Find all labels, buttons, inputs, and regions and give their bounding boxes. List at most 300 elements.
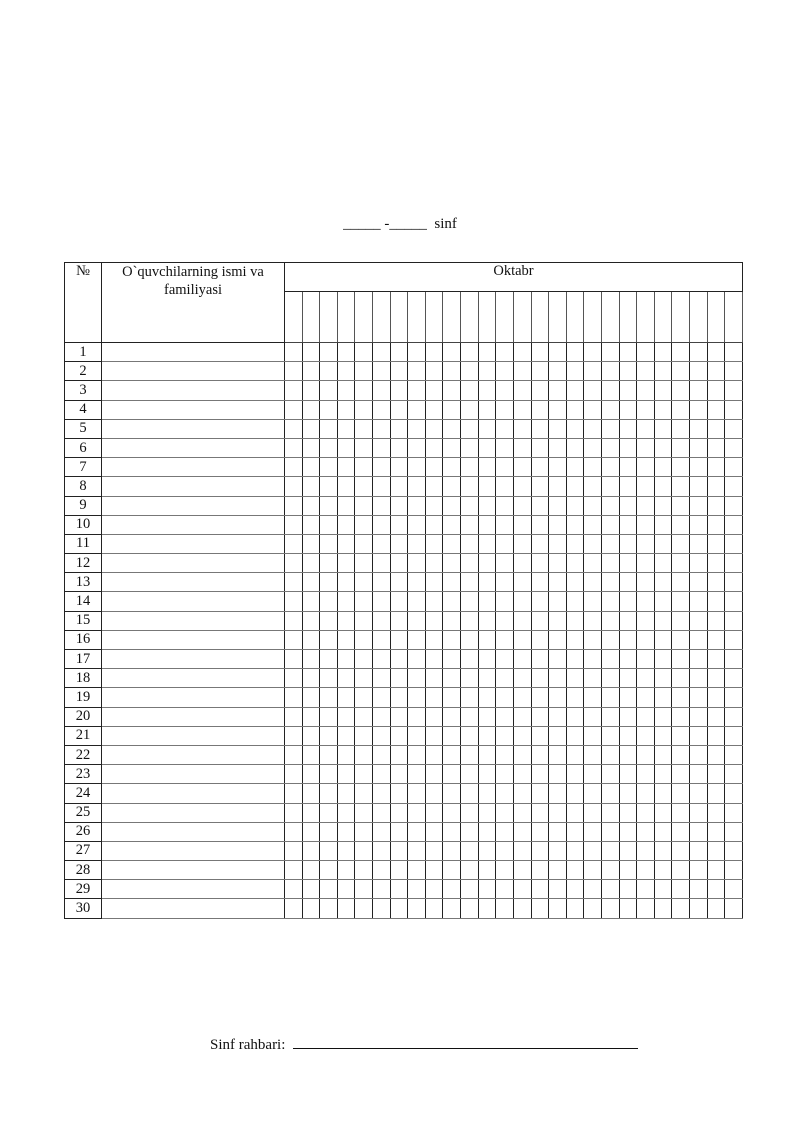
attendance-cell[interactable] xyxy=(285,650,303,669)
attendance-cell[interactable] xyxy=(285,592,303,611)
attendance-cell[interactable] xyxy=(320,573,338,592)
attendance-cell[interactable] xyxy=(285,688,303,707)
attendance-cell[interactable] xyxy=(390,477,408,496)
attendance-cell[interactable] xyxy=(320,554,338,573)
attendance-cell[interactable] xyxy=(355,534,373,553)
attendance-cell[interactable] xyxy=(355,554,373,573)
attendance-cell[interactable] xyxy=(373,381,391,400)
attendance-cell[interactable] xyxy=(373,841,391,860)
attendance-cell[interactable] xyxy=(566,438,584,457)
attendance-cell[interactable] xyxy=(725,707,743,726)
attendance-cell[interactable] xyxy=(513,592,531,611)
attendance-cell[interactable] xyxy=(461,726,479,745)
attendance-cell[interactable] xyxy=(320,822,338,841)
attendance-cell[interactable] xyxy=(355,381,373,400)
attendance-cell[interactable] xyxy=(390,362,408,381)
attendance-cell[interactable] xyxy=(320,630,338,649)
attendance-cell[interactable] xyxy=(725,861,743,880)
attendance-cell[interactable] xyxy=(619,803,637,822)
attendance-cell[interactable] xyxy=(496,534,514,553)
attendance-cell[interactable] xyxy=(637,669,655,688)
attendance-cell[interactable] xyxy=(355,362,373,381)
attendance-cell[interactable] xyxy=(601,611,619,630)
attendance-cell[interactable] xyxy=(320,669,338,688)
attendance-cell[interactable] xyxy=(566,822,584,841)
attendance-cell[interactable] xyxy=(566,592,584,611)
attendance-cell[interactable] xyxy=(496,880,514,899)
attendance-cell[interactable] xyxy=(478,592,496,611)
attendance-cell[interactable] xyxy=(373,419,391,438)
attendance-cell[interactable] xyxy=(355,822,373,841)
attendance-cell[interactable] xyxy=(707,534,725,553)
attendance-cell[interactable] xyxy=(566,458,584,477)
attendance-cell[interactable] xyxy=(672,765,690,784)
attendance-cell[interactable] xyxy=(637,784,655,803)
attendance-cell[interactable] xyxy=(302,822,320,841)
attendance-cell[interactable] xyxy=(513,726,531,745)
attendance-cell[interactable] xyxy=(390,554,408,573)
attendance-cell[interactable] xyxy=(690,765,708,784)
attendance-cell[interactable] xyxy=(337,573,355,592)
attendance-cell[interactable] xyxy=(285,554,303,573)
attendance-cell[interactable] xyxy=(496,650,514,669)
attendance-cell[interactable] xyxy=(337,841,355,860)
attendance-cell[interactable] xyxy=(619,650,637,669)
attendance-cell[interactable] xyxy=(513,477,531,496)
attendance-cell[interactable] xyxy=(654,515,672,534)
attendance-cell[interactable] xyxy=(478,630,496,649)
attendance-cell[interactable] xyxy=(425,630,443,649)
attendance-cell[interactable] xyxy=(461,343,479,362)
attendance-cell[interactable] xyxy=(461,515,479,534)
attendance-cell[interactable] xyxy=(549,726,567,745)
student-name-cell[interactable] xyxy=(102,784,285,803)
attendance-cell[interactable] xyxy=(531,784,549,803)
attendance-cell[interactable] xyxy=(707,899,725,918)
attendance-cell[interactable] xyxy=(601,669,619,688)
attendance-cell[interactable] xyxy=(637,765,655,784)
attendance-cell[interactable] xyxy=(601,534,619,553)
attendance-cell[interactable] xyxy=(654,343,672,362)
attendance-cell[interactable] xyxy=(285,573,303,592)
attendance-cell[interactable] xyxy=(373,784,391,803)
attendance-cell[interactable] xyxy=(707,400,725,419)
attendance-cell[interactable] xyxy=(408,745,426,764)
attendance-cell[interactable] xyxy=(320,899,338,918)
attendance-cell[interactable] xyxy=(337,343,355,362)
attendance-cell[interactable] xyxy=(619,362,637,381)
attendance-cell[interactable] xyxy=(425,784,443,803)
attendance-cell[interactable] xyxy=(408,650,426,669)
attendance-cell[interactable] xyxy=(320,458,338,477)
attendance-cell[interactable] xyxy=(443,765,461,784)
attendance-cell[interactable] xyxy=(654,765,672,784)
attendance-cell[interactable] xyxy=(390,765,408,784)
attendance-cell[interactable] xyxy=(690,841,708,860)
attendance-cell[interactable] xyxy=(725,630,743,649)
attendance-cell[interactable] xyxy=(461,419,479,438)
attendance-cell[interactable] xyxy=(496,362,514,381)
attendance-cell[interactable] xyxy=(531,515,549,534)
attendance-cell[interactable] xyxy=(408,477,426,496)
attendance-cell[interactable] xyxy=(320,515,338,534)
attendance-cell[interactable] xyxy=(302,381,320,400)
attendance-cell[interactable] xyxy=(672,822,690,841)
attendance-cell[interactable] xyxy=(672,841,690,860)
attendance-cell[interactable] xyxy=(637,899,655,918)
attendance-cell[interactable] xyxy=(619,669,637,688)
attendance-cell[interactable] xyxy=(478,669,496,688)
attendance-cell[interactable] xyxy=(690,899,708,918)
attendance-cell[interactable] xyxy=(584,458,602,477)
student-name-cell[interactable] xyxy=(102,554,285,573)
attendance-cell[interactable] xyxy=(637,400,655,419)
attendance-cell[interactable] xyxy=(337,496,355,515)
attendance-cell[interactable] xyxy=(690,573,708,592)
attendance-cell[interactable] xyxy=(654,784,672,803)
attendance-cell[interactable] xyxy=(390,438,408,457)
attendance-cell[interactable] xyxy=(373,899,391,918)
attendance-cell[interactable] xyxy=(443,362,461,381)
attendance-cell[interactable] xyxy=(690,726,708,745)
attendance-cell[interactable] xyxy=(654,534,672,553)
attendance-cell[interactable] xyxy=(478,650,496,669)
attendance-cell[interactable] xyxy=(637,592,655,611)
attendance-cell[interactable] xyxy=(355,841,373,860)
attendance-cell[interactable] xyxy=(337,611,355,630)
attendance-cell[interactable] xyxy=(425,650,443,669)
attendance-cell[interactable] xyxy=(707,592,725,611)
attendance-cell[interactable] xyxy=(654,554,672,573)
attendance-cell[interactable] xyxy=(619,745,637,764)
attendance-cell[interactable] xyxy=(566,650,584,669)
attendance-cell[interactable] xyxy=(390,669,408,688)
attendance-cell[interactable] xyxy=(478,611,496,630)
attendance-cell[interactable] xyxy=(355,726,373,745)
attendance-cell[interactable] xyxy=(337,515,355,534)
attendance-cell[interactable] xyxy=(285,400,303,419)
attendance-cell[interactable] xyxy=(584,669,602,688)
student-name-cell[interactable] xyxy=(102,419,285,438)
attendance-cell[interactable] xyxy=(601,765,619,784)
attendance-cell[interactable] xyxy=(425,803,443,822)
attendance-cell[interactable] xyxy=(461,650,479,669)
attendance-cell[interactable] xyxy=(619,726,637,745)
attendance-cell[interactable] xyxy=(566,496,584,515)
student-name-cell[interactable] xyxy=(102,438,285,457)
student-name-cell[interactable] xyxy=(102,841,285,860)
attendance-cell[interactable] xyxy=(320,745,338,764)
attendance-cell[interactable] xyxy=(285,765,303,784)
attendance-cell[interactable] xyxy=(320,343,338,362)
attendance-cell[interactable] xyxy=(443,630,461,649)
attendance-cell[interactable] xyxy=(408,362,426,381)
attendance-cell[interactable] xyxy=(373,650,391,669)
attendance-cell[interactable] xyxy=(584,419,602,438)
attendance-cell[interactable] xyxy=(461,861,479,880)
attendance-cell[interactable] xyxy=(320,419,338,438)
attendance-cell[interactable] xyxy=(672,861,690,880)
attendance-cell[interactable] xyxy=(531,362,549,381)
attendance-cell[interactable] xyxy=(355,745,373,764)
attendance-cell[interactable] xyxy=(584,477,602,496)
attendance-cell[interactable] xyxy=(461,784,479,803)
attendance-cell[interactable] xyxy=(390,880,408,899)
attendance-cell[interactable] xyxy=(302,841,320,860)
attendance-cell[interactable] xyxy=(496,707,514,726)
attendance-cell[interactable] xyxy=(496,419,514,438)
attendance-cell[interactable] xyxy=(337,765,355,784)
attendance-cell[interactable] xyxy=(725,381,743,400)
attendance-cell[interactable] xyxy=(619,534,637,553)
attendance-cell[interactable] xyxy=(531,688,549,707)
attendance-cell[interactable] xyxy=(285,861,303,880)
attendance-cell[interactable] xyxy=(531,477,549,496)
attendance-cell[interactable] xyxy=(584,362,602,381)
attendance-cell[interactable] xyxy=(285,438,303,457)
attendance-cell[interactable] xyxy=(478,458,496,477)
attendance-cell[interactable] xyxy=(725,650,743,669)
attendance-cell[interactable] xyxy=(408,419,426,438)
attendance-cell[interactable] xyxy=(513,688,531,707)
attendance-cell[interactable] xyxy=(707,880,725,899)
attendance-cell[interactable] xyxy=(408,573,426,592)
attendance-cell[interactable] xyxy=(672,362,690,381)
attendance-cell[interactable] xyxy=(566,573,584,592)
attendance-cell[interactable] xyxy=(690,554,708,573)
attendance-cell[interactable] xyxy=(672,899,690,918)
attendance-cell[interactable] xyxy=(478,803,496,822)
attendance-cell[interactable] xyxy=(637,343,655,362)
attendance-cell[interactable] xyxy=(654,592,672,611)
attendance-cell[interactable] xyxy=(549,880,567,899)
attendance-cell[interactable] xyxy=(531,534,549,553)
attendance-cell[interactable] xyxy=(320,400,338,419)
attendance-cell[interactable] xyxy=(513,861,531,880)
attendance-cell[interactable] xyxy=(496,515,514,534)
attendance-cell[interactable] xyxy=(725,880,743,899)
attendance-cell[interactable] xyxy=(408,861,426,880)
attendance-cell[interactable] xyxy=(601,880,619,899)
attendance-cell[interactable] xyxy=(461,841,479,860)
attendance-cell[interactable] xyxy=(461,880,479,899)
attendance-cell[interactable] xyxy=(285,822,303,841)
attendance-cell[interactable] xyxy=(478,726,496,745)
student-name-cell[interactable] xyxy=(102,381,285,400)
attendance-cell[interactable] xyxy=(373,400,391,419)
attendance-cell[interactable] xyxy=(461,630,479,649)
attendance-cell[interactable] xyxy=(637,841,655,860)
attendance-cell[interactable] xyxy=(355,477,373,496)
attendance-cell[interactable] xyxy=(302,880,320,899)
attendance-cell[interactable] xyxy=(443,400,461,419)
attendance-cell[interactable] xyxy=(549,573,567,592)
attendance-cell[interactable] xyxy=(408,343,426,362)
attendance-cell[interactable] xyxy=(654,688,672,707)
attendance-cell[interactable] xyxy=(443,515,461,534)
attendance-cell[interactable] xyxy=(513,438,531,457)
attendance-cell[interactable] xyxy=(531,573,549,592)
attendance-cell[interactable] xyxy=(513,899,531,918)
attendance-cell[interactable] xyxy=(425,534,443,553)
attendance-cell[interactable] xyxy=(672,745,690,764)
attendance-cell[interactable] xyxy=(425,669,443,688)
attendance-cell[interactable] xyxy=(285,726,303,745)
attendance-cell[interactable] xyxy=(302,362,320,381)
attendance-cell[interactable] xyxy=(408,822,426,841)
attendance-cell[interactable] xyxy=(302,707,320,726)
attendance-cell[interactable] xyxy=(690,438,708,457)
attendance-cell[interactable] xyxy=(654,458,672,477)
attendance-cell[interactable] xyxy=(355,630,373,649)
attendance-cell[interactable] xyxy=(725,803,743,822)
attendance-cell[interactable] xyxy=(566,784,584,803)
attendance-cell[interactable] xyxy=(425,477,443,496)
attendance-cell[interactable] xyxy=(654,496,672,515)
attendance-cell[interactable] xyxy=(549,362,567,381)
attendance-cell[interactable] xyxy=(496,400,514,419)
attendance-cell[interactable] xyxy=(725,765,743,784)
attendance-cell[interactable] xyxy=(654,822,672,841)
attendance-cell[interactable] xyxy=(355,400,373,419)
attendance-cell[interactable] xyxy=(690,745,708,764)
attendance-cell[interactable] xyxy=(373,803,391,822)
attendance-cell[interactable] xyxy=(390,515,408,534)
attendance-cell[interactable] xyxy=(584,899,602,918)
attendance-cell[interactable] xyxy=(285,362,303,381)
attendance-cell[interactable] xyxy=(672,515,690,534)
attendance-cell[interactable] xyxy=(549,803,567,822)
attendance-cell[interactable] xyxy=(601,650,619,669)
attendance-cell[interactable] xyxy=(637,515,655,534)
attendance-cell[interactable] xyxy=(549,899,567,918)
attendance-cell[interactable] xyxy=(584,381,602,400)
attendance-cell[interactable] xyxy=(513,745,531,764)
attendance-cell[interactable] xyxy=(690,496,708,515)
attendance-cell[interactable] xyxy=(549,707,567,726)
attendance-cell[interactable] xyxy=(619,573,637,592)
attendance-cell[interactable] xyxy=(425,611,443,630)
attendance-cell[interactable] xyxy=(496,861,514,880)
attendance-cell[interactable] xyxy=(443,688,461,707)
attendance-cell[interactable] xyxy=(619,861,637,880)
attendance-cell[interactable] xyxy=(320,477,338,496)
attendance-cell[interactable] xyxy=(672,803,690,822)
attendance-cell[interactable] xyxy=(601,477,619,496)
attendance-cell[interactable] xyxy=(531,438,549,457)
attendance-cell[interactable] xyxy=(337,458,355,477)
attendance-cell[interactable] xyxy=(513,419,531,438)
attendance-cell[interactable] xyxy=(549,784,567,803)
attendance-cell[interactable] xyxy=(619,515,637,534)
attendance-cell[interactable] xyxy=(725,688,743,707)
attendance-cell[interactable] xyxy=(390,381,408,400)
attendance-cell[interactable] xyxy=(337,726,355,745)
student-name-cell[interactable] xyxy=(102,573,285,592)
attendance-cell[interactable] xyxy=(496,784,514,803)
attendance-cell[interactable] xyxy=(302,861,320,880)
attendance-cell[interactable] xyxy=(725,611,743,630)
attendance-cell[interactable] xyxy=(619,400,637,419)
attendance-cell[interactable] xyxy=(373,822,391,841)
attendance-cell[interactable] xyxy=(390,630,408,649)
attendance-cell[interactable] xyxy=(302,765,320,784)
attendance-cell[interactable] xyxy=(478,765,496,784)
attendance-cell[interactable] xyxy=(654,400,672,419)
attendance-cell[interactable] xyxy=(425,381,443,400)
attendance-cell[interactable] xyxy=(672,458,690,477)
attendance-cell[interactable] xyxy=(513,534,531,553)
attendance-cell[interactable] xyxy=(654,745,672,764)
attendance-cell[interactable] xyxy=(302,554,320,573)
attendance-cell[interactable] xyxy=(672,669,690,688)
attendance-cell[interactable] xyxy=(707,745,725,764)
student-name-cell[interactable] xyxy=(102,765,285,784)
attendance-cell[interactable] xyxy=(461,745,479,764)
attendance-cell[interactable] xyxy=(601,438,619,457)
attendance-cell[interactable] xyxy=(513,650,531,669)
attendance-cell[interactable] xyxy=(390,573,408,592)
attendance-cell[interactable] xyxy=(584,841,602,860)
attendance-cell[interactable] xyxy=(619,438,637,457)
attendance-cell[interactable] xyxy=(584,861,602,880)
attendance-cell[interactable] xyxy=(690,534,708,553)
attendance-cell[interactable] xyxy=(531,419,549,438)
attendance-cell[interactable] xyxy=(285,880,303,899)
attendance-cell[interactable] xyxy=(672,707,690,726)
attendance-cell[interactable] xyxy=(320,688,338,707)
attendance-cell[interactable] xyxy=(478,880,496,899)
attendance-cell[interactable] xyxy=(373,688,391,707)
attendance-cell[interactable] xyxy=(672,381,690,400)
attendance-cell[interactable] xyxy=(408,803,426,822)
attendance-cell[interactable] xyxy=(619,554,637,573)
attendance-cell[interactable] xyxy=(619,611,637,630)
attendance-cell[interactable] xyxy=(337,784,355,803)
attendance-cell[interactable] xyxy=(337,707,355,726)
attendance-cell[interactable] xyxy=(513,707,531,726)
attendance-cell[interactable] xyxy=(355,419,373,438)
attendance-cell[interactable] xyxy=(690,822,708,841)
attendance-cell[interactable] xyxy=(443,343,461,362)
attendance-cell[interactable] xyxy=(425,765,443,784)
attendance-cell[interactable] xyxy=(320,362,338,381)
attendance-cell[interactable] xyxy=(531,899,549,918)
attendance-cell[interactable] xyxy=(584,688,602,707)
attendance-cell[interactable] xyxy=(320,650,338,669)
attendance-cell[interactable] xyxy=(690,419,708,438)
attendance-cell[interactable] xyxy=(320,534,338,553)
attendance-cell[interactable] xyxy=(513,784,531,803)
attendance-cell[interactable] xyxy=(337,477,355,496)
attendance-cell[interactable] xyxy=(496,496,514,515)
attendance-cell[interactable] xyxy=(513,765,531,784)
attendance-cell[interactable] xyxy=(584,745,602,764)
attendance-cell[interactable] xyxy=(549,765,567,784)
attendance-cell[interactable] xyxy=(496,765,514,784)
attendance-cell[interactable] xyxy=(443,554,461,573)
attendance-cell[interactable] xyxy=(637,362,655,381)
attendance-cell[interactable] xyxy=(601,745,619,764)
attendance-cell[interactable] xyxy=(707,688,725,707)
attendance-cell[interactable] xyxy=(549,400,567,419)
attendance-cell[interactable] xyxy=(390,534,408,553)
attendance-cell[interactable] xyxy=(566,841,584,860)
attendance-cell[interactable] xyxy=(601,554,619,573)
attendance-cell[interactable] xyxy=(302,496,320,515)
attendance-cell[interactable] xyxy=(355,803,373,822)
attendance-cell[interactable] xyxy=(478,438,496,457)
